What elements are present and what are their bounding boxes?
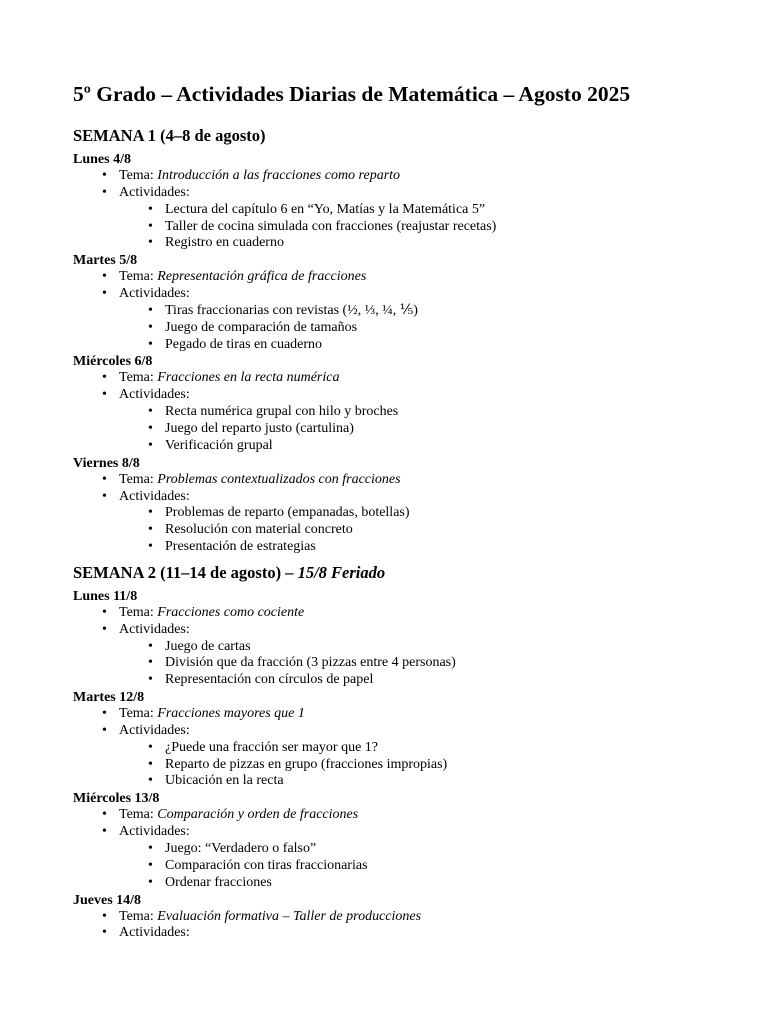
activity-item (148, 522, 728, 539)
activity-text: ¿Puede una fracción ser mayor que 1? (165, 739, 379, 755)
topic-text: Introducción a las fracciones como reparto (157, 168, 401, 183)
activity-item (148, 773, 728, 790)
bullet-icon: • (102, 824, 107, 840)
topic-item (102, 706, 728, 723)
day-list (73, 909, 728, 943)
activity-text: Ordenar fracciones (165, 874, 272, 890)
activity-item (148, 420, 728, 438)
weeks-container (73, 125, 728, 942)
activity-text: Reparto de pizzas en grupo (fracciones impropias) (165, 756, 448, 772)
activities-list (119, 505, 728, 556)
bullet-icon: • (148, 638, 153, 654)
topic-label: Tema: (119, 908, 154, 924)
activity-text: Verificación grupal (165, 437, 273, 453)
bullet-icon: • (148, 756, 153, 772)
activity-item (148, 235, 728, 252)
activity-item (148, 655, 728, 672)
activities-label: Actividades: (119, 925, 190, 941)
day-heading: Miércoles 6/8 (73, 354, 153, 370)
activities-label: Actividades: (119, 286, 190, 302)
topic-item (102, 807, 728, 824)
activity-item (148, 857, 728, 875)
week-heading (73, 562, 728, 584)
topic-text: Problemas contextualizados con fracciones (157, 471, 401, 487)
activity-item (148, 319, 728, 337)
topic-text: Fracciones como cociente (157, 604, 305, 620)
day-list (73, 472, 728, 556)
activities-list (119, 639, 728, 690)
bullet-icon: • (148, 235, 153, 251)
week-heading-text: SEMANA 1 (4–8 de agosto) (73, 126, 266, 145)
bullet-icon: • (148, 404, 153, 420)
activity-item (148, 672, 728, 689)
day-heading: Viernes 8/8 (73, 455, 140, 471)
activity-item (148, 201, 728, 219)
bullet-icon: • (102, 908, 107, 924)
activity-item (148, 739, 728, 757)
activities-item (102, 925, 728, 942)
bullet-icon: • (102, 621, 107, 637)
topic-text: Evaluación formativa – Taller de producciones (157, 908, 422, 924)
bullet-icon: • (102, 286, 107, 302)
bullet-icon: • (148, 773, 153, 789)
bullet-icon: • (148, 437, 153, 453)
bullet-icon: • (148, 841, 153, 856)
bullet-icon: • (148, 672, 153, 688)
activity-item (148, 756, 728, 774)
topic-item (102, 471, 728, 489)
bullet-icon: • (148, 655, 153, 671)
topic-item (102, 908, 728, 926)
day-list (73, 807, 728, 891)
activities-list (119, 404, 728, 455)
topic-label: Tema: (119, 471, 154, 487)
topic-item (102, 370, 728, 387)
activity-item (148, 302, 728, 320)
activity-text: Comparación con tiras fraccionarias (165, 857, 368, 873)
week-holiday-note: 15/8 Feriado (297, 562, 386, 582)
bullet-icon: • (102, 807, 107, 823)
activity-text: Juego de cartas (165, 638, 251, 654)
activities-label: Actividades: (119, 824, 190, 840)
bullet-icon: • (102, 604, 107, 620)
topic-text: Fracciones mayores que 1 (157, 706, 305, 722)
bullet-icon: • (148, 505, 153, 521)
activities-label: Actividades: (119, 621, 190, 637)
topic-text: Comparación y orden de fracciones (157, 807, 359, 823)
activity-item (148, 505, 728, 522)
activities-list (119, 740, 728, 791)
topic-label: Tema: (119, 370, 154, 386)
activities-list (119, 841, 728, 892)
bullet-icon: • (102, 471, 107, 487)
activity-item (148, 874, 728, 892)
activity-text: Ubicación en la recta (165, 773, 284, 789)
activity-text: Juego de comparación de tamaños (165, 319, 358, 335)
activity-text: Recta numérica grupal con hilo y broches (165, 404, 399, 420)
activities-item (102, 286, 728, 353)
bullet-icon: • (148, 201, 153, 217)
bullet-icon: • (148, 420, 153, 436)
activity-item (148, 218, 728, 236)
bullet-icon: • (148, 218, 153, 234)
activity-item (148, 539, 728, 556)
topic-label: Tema: (119, 269, 154, 285)
activity-text: Taller de cocina simulada con fracciones (reajustar recetas) (165, 218, 497, 234)
bullet-icon: • (102, 269, 107, 285)
activities-label: Actividades: (119, 488, 190, 504)
bullet-icon: • (102, 387, 107, 403)
bullet-icon: • (148, 336, 153, 352)
activity-item (148, 404, 728, 421)
bullet-icon: • (148, 874, 153, 890)
activity-text: Lectura del capítulo 6 en “Yo, Matías y la Matemática 5” (165, 201, 486, 217)
bullet-icon: • (148, 539, 153, 555)
topic-item (102, 168, 728, 185)
activity-text: Juego del reparto justo (cartulina) (165, 420, 354, 436)
day-heading: Jueves 14/8 (73, 892, 142, 908)
bullet-icon: • (148, 319, 153, 335)
day-heading: Miércoles 13/8 (73, 791, 160, 807)
topic-text: Representación gráfica de fracciones (157, 269, 367, 285)
week-heading (73, 125, 728, 147)
bullet-icon: • (102, 722, 107, 738)
day-list (73, 168, 728, 252)
activities-item (102, 184, 728, 252)
activity-text: Registro en cuaderno (165, 235, 284, 251)
day-list (73, 706, 728, 790)
activities-list (119, 303, 728, 354)
bullet-icon: • (148, 739, 153, 755)
activity-item (148, 638, 728, 656)
bullet-icon: • (102, 925, 107, 941)
activity-text: Presentación de estrategias (165, 539, 316, 555)
activity-text: Pegado de tiras en cuaderno (165, 336, 323, 352)
activities-list (119, 202, 728, 253)
activity-text: Problemas de reparto (empanadas, botellas) (165, 505, 410, 521)
activity-text: Resolución con material concreto (165, 522, 353, 538)
activity-item (148, 336, 728, 354)
day-list (73, 370, 728, 454)
activities-label: Actividades: (119, 387, 190, 403)
bullet-icon: • (148, 522, 153, 538)
bullet-icon: • (102, 706, 107, 722)
bullet-icon: • (148, 302, 153, 318)
activity-item (148, 841, 728, 858)
activities-item (102, 722, 728, 790)
activities-item (102, 387, 728, 454)
topic-label: Tema: (119, 807, 154, 823)
day-heading: Martes 5/8 (73, 253, 138, 269)
day-list (73, 605, 728, 689)
bullet-icon: • (102, 168, 107, 183)
topic-item (102, 604, 728, 622)
topic-text: Fracciones en la recta numérica (157, 370, 340, 386)
activity-item (148, 437, 728, 455)
activities-item (102, 621, 728, 689)
bullet-icon: • (148, 857, 153, 873)
week-heading-text: SEMANA 2 (11–14 de agosto) – (73, 562, 298, 582)
day-heading: Martes 12/8 (73, 690, 145, 706)
bullet-icon: • (102, 184, 107, 200)
activities-item (102, 824, 728, 891)
activity-text: Representación con círculos de papel (165, 672, 374, 688)
document-title: 5º Grado – Actividades Diarias de Matemática – Agosto 2025 (73, 82, 631, 106)
topic-item (102, 269, 728, 286)
day-heading: Lunes 4/8 (73, 152, 131, 167)
topic-label: Tema: (119, 604, 154, 620)
bullet-icon: • (102, 488, 107, 504)
day-heading: Lunes 11/8 (73, 588, 138, 604)
topic-label: Tema: (119, 168, 154, 183)
activity-text: Juego: “Verdadero o falso” (165, 841, 317, 856)
activity-text: División que da fracción (3 pizzas entre 4 personas) (165, 655, 456, 671)
topic-label: Tema: (119, 706, 154, 722)
activities-label: Actividades: (119, 184, 190, 200)
activities-item (102, 488, 728, 556)
activity-text: Tiras fraccionarias con revistas (½, ⅓, ¼, ⅕) (165, 302, 418, 318)
bullet-icon: • (102, 370, 107, 386)
day-list (73, 269, 728, 353)
activities-label: Actividades: (119, 722, 190, 738)
